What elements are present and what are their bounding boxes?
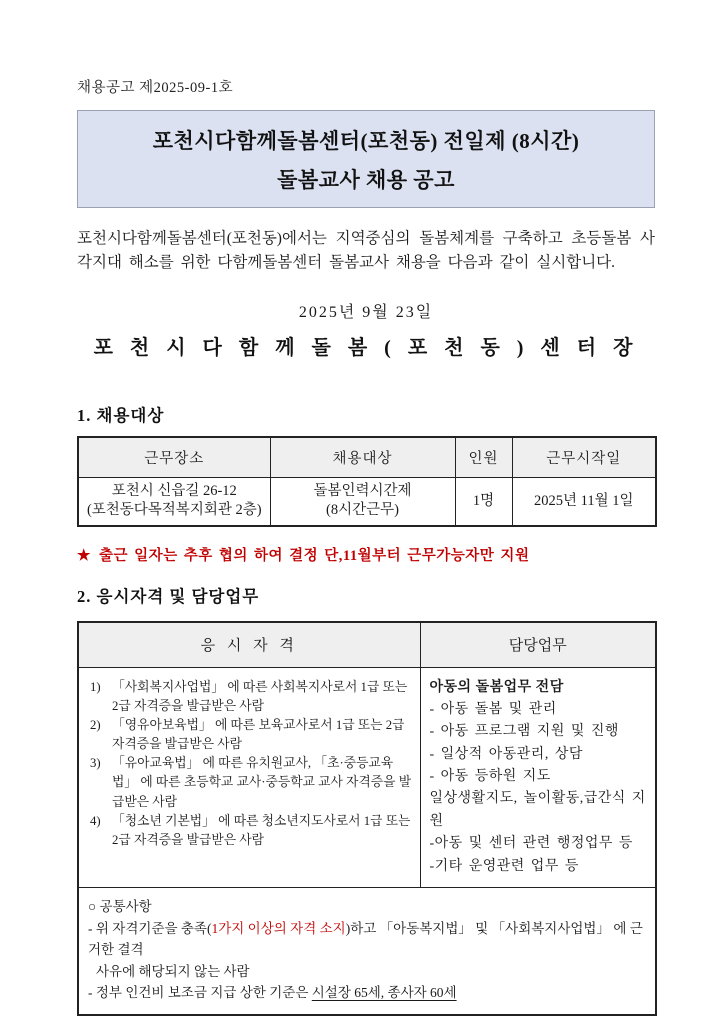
duty-item: -기타 운영관련 업무 등 — [429, 858, 579, 874]
common-note-text: )하고 「아동복지법」 및 「사회복지사업법」 에 근거한 결격 — [88, 920, 643, 958]
cell-common-notes — [78, 888, 656, 1015]
notice-date: 2025년 9월 23일 — [298, 304, 434, 322]
header-start-date: 근무시작일 — [512, 437, 656, 477]
qualification-number: 4) — [90, 813, 101, 828]
header-headcount: 인원 — [455, 437, 512, 477]
work-location-line-1: 포천시 신읍길 26-12 — [111, 482, 237, 499]
recruit-target-line-1: 돌봄인력시간제 — [313, 482, 412, 499]
qualification-text: 「사회복지사업법」 에 따른 사회복지사로서 1급 또는 2급 자격증을 발급받은 사람 — [112, 679, 408, 713]
common-note-line-1-cont: 사유에 해당되지 않는 사람 — [96, 963, 250, 979]
common-note-line-2 — [88, 982, 645, 1004]
cell-duties — [420, 667, 656, 888]
qualification-item — [88, 716, 412, 754]
doc-number: 채용공고 제2025-09-1호 — [77, 80, 234, 96]
cell-qualifications — [78, 667, 420, 888]
qualification-item — [88, 754, 412, 812]
section-1-heading: 1. 채용대상 — [77, 406, 165, 426]
qualification-text: 「유아교육법」 에 따른 유치원교사, 「초·중등교육법」 에 따른 초등학교 교사·중등학교 교사 자격증을 발급받은 사람 — [112, 756, 412, 809]
cell-start-date: 2025년 11월 1일 — [512, 477, 656, 526]
table-row — [78, 477, 656, 526]
recruit-target-line-2: (8시간근무) — [326, 502, 399, 519]
qualification-number: 1) — [90, 679, 101, 694]
doc-title-line-2: 돌봄교사 채용 공고 — [277, 167, 455, 192]
qualification-number: 3) — [90, 756, 101, 771]
work-location-line-2: (포천동다목적복지회관 2층) — [86, 502, 262, 519]
duty-item: 일상생활지도, 놀이활동,급간식 지원 — [429, 791, 646, 829]
duty-item: - 일상적 아동관리, 상담 — [429, 746, 583, 762]
duties-title: 아동의 돌봄업무 전담 — [429, 679, 564, 695]
common-note-red-text: 1가지 이상의 자격 소지 — [211, 920, 346, 936]
common-note-text: - 정부 인건비 보조금 지급 상한 기준은 — [88, 985, 312, 1001]
red-note-text: 출근 일자는 추후 협의 하여 결정 단,11월부터 근무가능자만 지원 — [98, 548, 530, 565]
cell-recruit-target — [270, 477, 455, 526]
intro-paragraph: 포천시다함께돌봄센터(포천동)에서는 지역중심의 돌봄체계를 구축하고 초등돌봄 사각지대 해소를 위한 다함께돌봄센터 돌봄교사 채용을 다음과 같이 실시합니다. — [77, 230, 655, 272]
qualification-item — [88, 812, 412, 850]
duty-item: -아동 및 센터 관련 행정업무 등 — [429, 836, 633, 852]
star-icon: ★ — [77, 548, 91, 565]
title-box — [77, 110, 655, 208]
duty-item: - 아동 돌봄 및 관리 — [429, 701, 557, 717]
header-recruit-target: 채용대상 — [270, 437, 455, 477]
doc-title-line-1: 포천시다함께돌봄센터(포천동) 전일제 (8시간) — [152, 128, 580, 153]
red-note — [77, 544, 655, 565]
duty-item: - 아동 프로그램 지원 및 진행 — [429, 724, 619, 740]
common-note-text: - 위 자격기준을 충족( — [88, 920, 212, 936]
qualification-item — [88, 678, 412, 716]
qualification-text: 「영유아보육법」 에 따른 보육교사로서 1급 또는 2급 자격증을 발급받은 사람 — [112, 717, 405, 752]
header-work-location: 근무장소 — [78, 437, 270, 477]
table-body-row — [78, 667, 656, 888]
duty-item: - 아동 등하원 지도 — [429, 769, 551, 785]
section-2-heading: 2. 응시자격 및 담당업무 — [77, 587, 260, 607]
qualification-number: 2) — [90, 717, 101, 732]
cell-headcount: 1명 — [455, 477, 512, 526]
qualification-text: 「청소년 기본법」 에 따른 청소년지도사로서 1급 또는 2급 자격증을 발급받은 사람 — [112, 813, 411, 848]
issuer-signature: 포 천 시 다 함 께 돌 봄 ( 포 천 동 ) 센 터 장 — [93, 337, 639, 360]
recruitment-target-table — [77, 436, 657, 527]
common-notes-title: ○ 공통사항 — [88, 899, 152, 915]
table-header-row — [78, 437, 656, 477]
table-header-row — [78, 622, 656, 667]
header-qualifications: 응 시 자 격 — [78, 622, 420, 667]
qualification-duty-table — [77, 621, 657, 1016]
table-footer-row — [78, 888, 656, 1015]
common-note-line-1 — [88, 918, 645, 961]
cell-work-location — [78, 477, 270, 526]
common-note-underlined-text: 시설장 65세, 종사자 60세 — [311, 985, 457, 1001]
header-duties: 담당업무 — [420, 622, 656, 667]
